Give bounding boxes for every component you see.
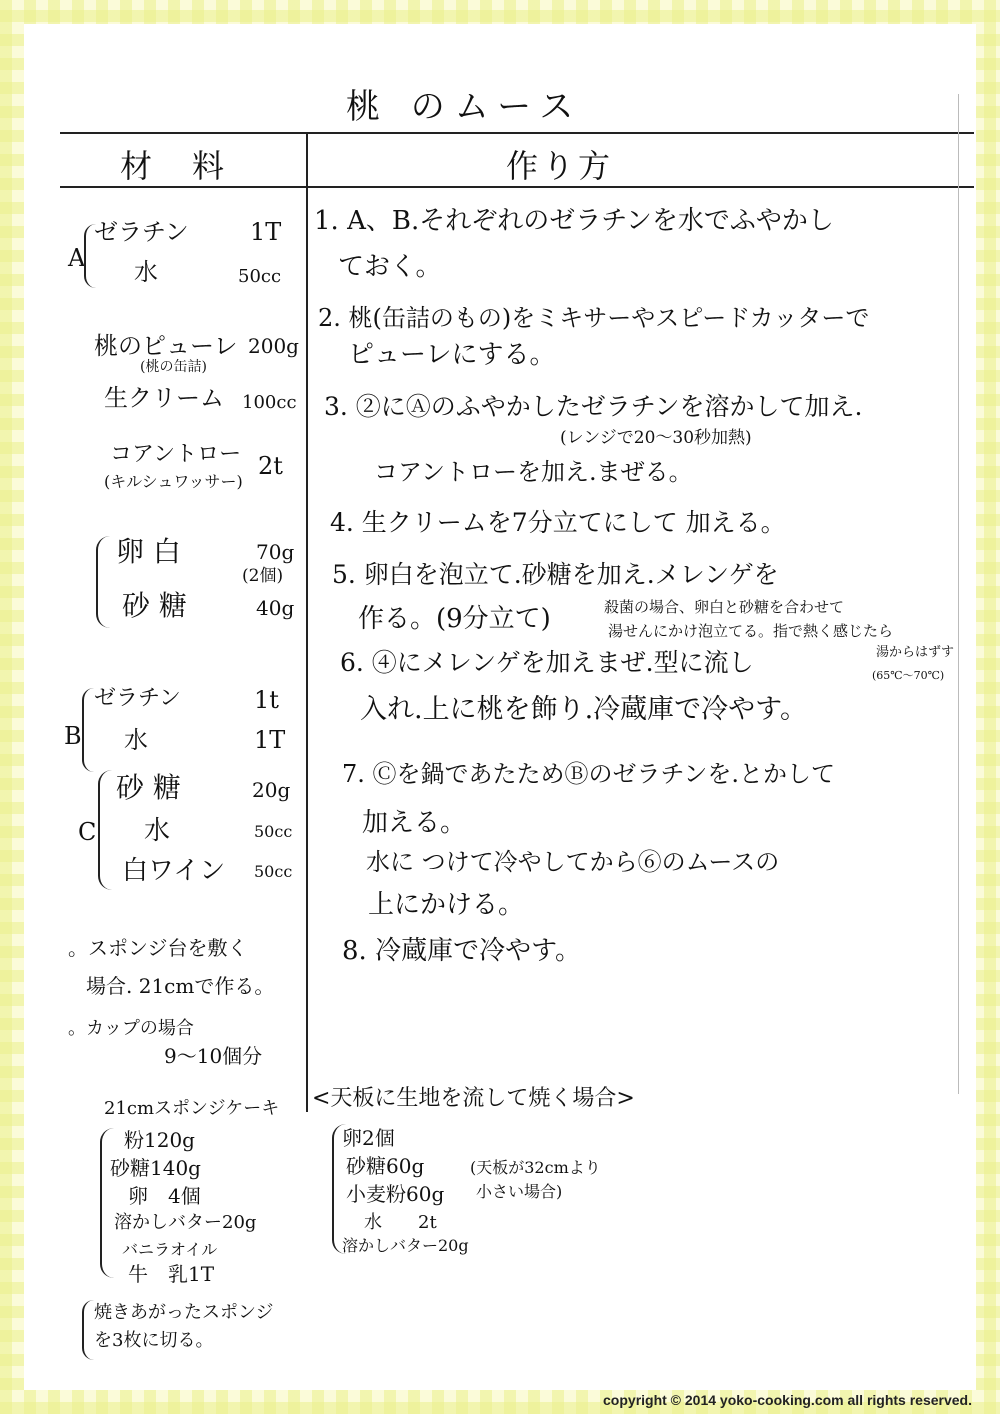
cream: 生クリーム	[104, 384, 224, 412]
sponge-sugar: 砂糖140g	[110, 1156, 201, 1180]
copyright-notice: copyright © 2014 yoko-cooking.com all rights reserved.	[603, 1392, 972, 1408]
group-b-brace	[82, 688, 94, 772]
step-6-note-2: (65℃～70℃)	[872, 669, 945, 682]
method-header: 作り方	[506, 147, 615, 185]
sponge-title: 21cmスポンジケーキ	[104, 1098, 280, 1119]
sponge-vanilla: バニラオイル	[122, 1240, 218, 1259]
group-c-brace	[98, 770, 112, 890]
cut-note-2: を3枚に切る。	[94, 1330, 214, 1351]
cup-note-2: 9～10個分	[164, 1044, 263, 1068]
step-6-line-2: 入れ.上に桃を飾り.冷蔵庫で冷やす。	[360, 694, 808, 725]
c-wine: 白ワイン	[122, 856, 226, 886]
cointreau: コアントロー	[110, 442, 242, 467]
step-5-line-2: 作る。(9分立て)	[358, 604, 551, 634]
sponge-brace	[100, 1128, 114, 1278]
step-8: 8. 冷蔵庫で冷やす。	[342, 936, 581, 966]
cointreau-qty: 2t	[258, 452, 283, 480]
recipe-title: 桃 のムース	[346, 87, 584, 127]
sponge-egg: 卵 4個	[128, 1184, 201, 1208]
tray-variant-title: <天板に生地を流して焼く場合>	[312, 1086, 635, 1111]
right-margin-line	[958, 94, 959, 1094]
tray-water: 水 2t	[364, 1212, 437, 1233]
step-4: 4. 生クリームを7分立てにして 加える。	[330, 508, 786, 537]
tray-egg: 卵2個	[342, 1126, 395, 1150]
peach-note: (桃の缶詰)	[140, 359, 207, 375]
c-sugar: 砂 糖	[116, 771, 181, 804]
b-water: 水	[124, 726, 148, 754]
a-water-qty: 50cc	[238, 266, 282, 287]
recipe-sheet	[24, 24, 976, 1390]
cream-qty: 100cc	[242, 392, 297, 413]
sponge-base-note-2: 場合. 21cmで作る。	[86, 974, 275, 998]
sponge-milk: 牛 乳1T	[128, 1262, 215, 1286]
tray-note-2: 小さい場合)	[476, 1182, 563, 1201]
sponge-butter: 溶かしバター20g	[114, 1212, 257, 1233]
c-sugar-qty: 20g	[252, 778, 291, 802]
step-3-line-1: 3. ②にⒶのふやかしたゼラチンを溶かして加え.	[324, 392, 863, 421]
column-divider	[306, 132, 308, 1112]
meringue-brace	[96, 536, 110, 628]
step-7-line-1: 7. Ⓒを鍋であたためⒷのゼラチンを.とかして	[342, 760, 835, 788]
step-5-note-2: 湯せんにかけ泡立てる。指で熱く感じたら	[608, 622, 894, 640]
header-underline	[60, 186, 974, 188]
step-1-line-1: 1. A、B.それぞれのゼラチンを水でふやかし	[314, 206, 834, 236]
peach-puree: 桃のピューレ	[94, 332, 238, 360]
b-gelatin-qty: 1t	[254, 686, 279, 714]
egg-white: 卵 白	[116, 535, 181, 568]
cointreau-note: (キルシュワッサー)	[104, 472, 243, 491]
step-2-line-2: ピューレにする。	[348, 340, 556, 370]
c-wine-qty: 50cc	[254, 862, 293, 881]
cut-note-brace-left	[82, 1300, 94, 1360]
step-1-line-2: ておく。	[338, 252, 442, 282]
egg-white-qty: 70g	[256, 540, 295, 564]
step-5-note-1: 殺菌の場合、卵白と砂糖を合わせて	[604, 598, 845, 616]
a-gelatin: ゼラチン	[94, 218, 189, 246]
tray-note-1: (天板が32cmより	[470, 1158, 601, 1177]
step-2-line-1: 2. 桃(缶詰のもの)をミキサーやスピードカッターで	[318, 304, 870, 332]
c-water: 水	[144, 816, 171, 846]
group-c-label: C	[78, 818, 97, 846]
group-b-label: B	[64, 722, 82, 750]
cut-note-1: 焼きあがったスポンジ	[94, 1302, 274, 1323]
b-water-qty: 1T	[254, 726, 286, 754]
step-6-note-1: 湯からはずす	[876, 645, 955, 660]
step-7-line-3: 水に つけて冷やしてから⑥のムースの	[366, 848, 780, 876]
a-gelatin-qty: 1T	[250, 218, 282, 246]
title-underline	[60, 132, 974, 134]
tray-flour: 小麦粉60g	[346, 1182, 445, 1206]
step-6-line-1: 6. ④にメレンゲを加えまぜ.型に流し	[340, 648, 754, 677]
a-water: 水	[134, 258, 158, 286]
peach-qty: 200g	[248, 334, 299, 358]
sponge-base-note-1: 。スポンジ台を敷く	[68, 936, 248, 960]
tray-butter: 溶かしバター20g	[342, 1236, 469, 1255]
sugar-qty: 40g	[256, 596, 295, 620]
step-7-line-2: 加える。	[362, 808, 467, 838]
b-gelatin: ゼラチン	[94, 686, 181, 711]
egg-white-note: (2個)	[242, 566, 284, 586]
sugar: 砂 糖	[122, 589, 187, 622]
step-3-line-2: コアントローを加え.まぜる。	[374, 458, 693, 486]
c-water-qty: 50cc	[254, 822, 293, 841]
cup-note-1: 。カップの場合	[68, 1018, 194, 1039]
ingredients-header: 材 料	[120, 147, 229, 185]
step-3-note: (レンジで20～30秒加熱)	[560, 428, 752, 448]
sponge-flour: 粉120g	[124, 1128, 195, 1152]
step-5-line-1: 5. 卵白を泡立て.砂糖を加え.メレンゲを	[332, 560, 779, 589]
tray-sugar: 砂糖60g	[346, 1154, 425, 1178]
step-7-line-4: 上にかける。	[368, 890, 525, 920]
group-a-label: A	[68, 244, 86, 272]
